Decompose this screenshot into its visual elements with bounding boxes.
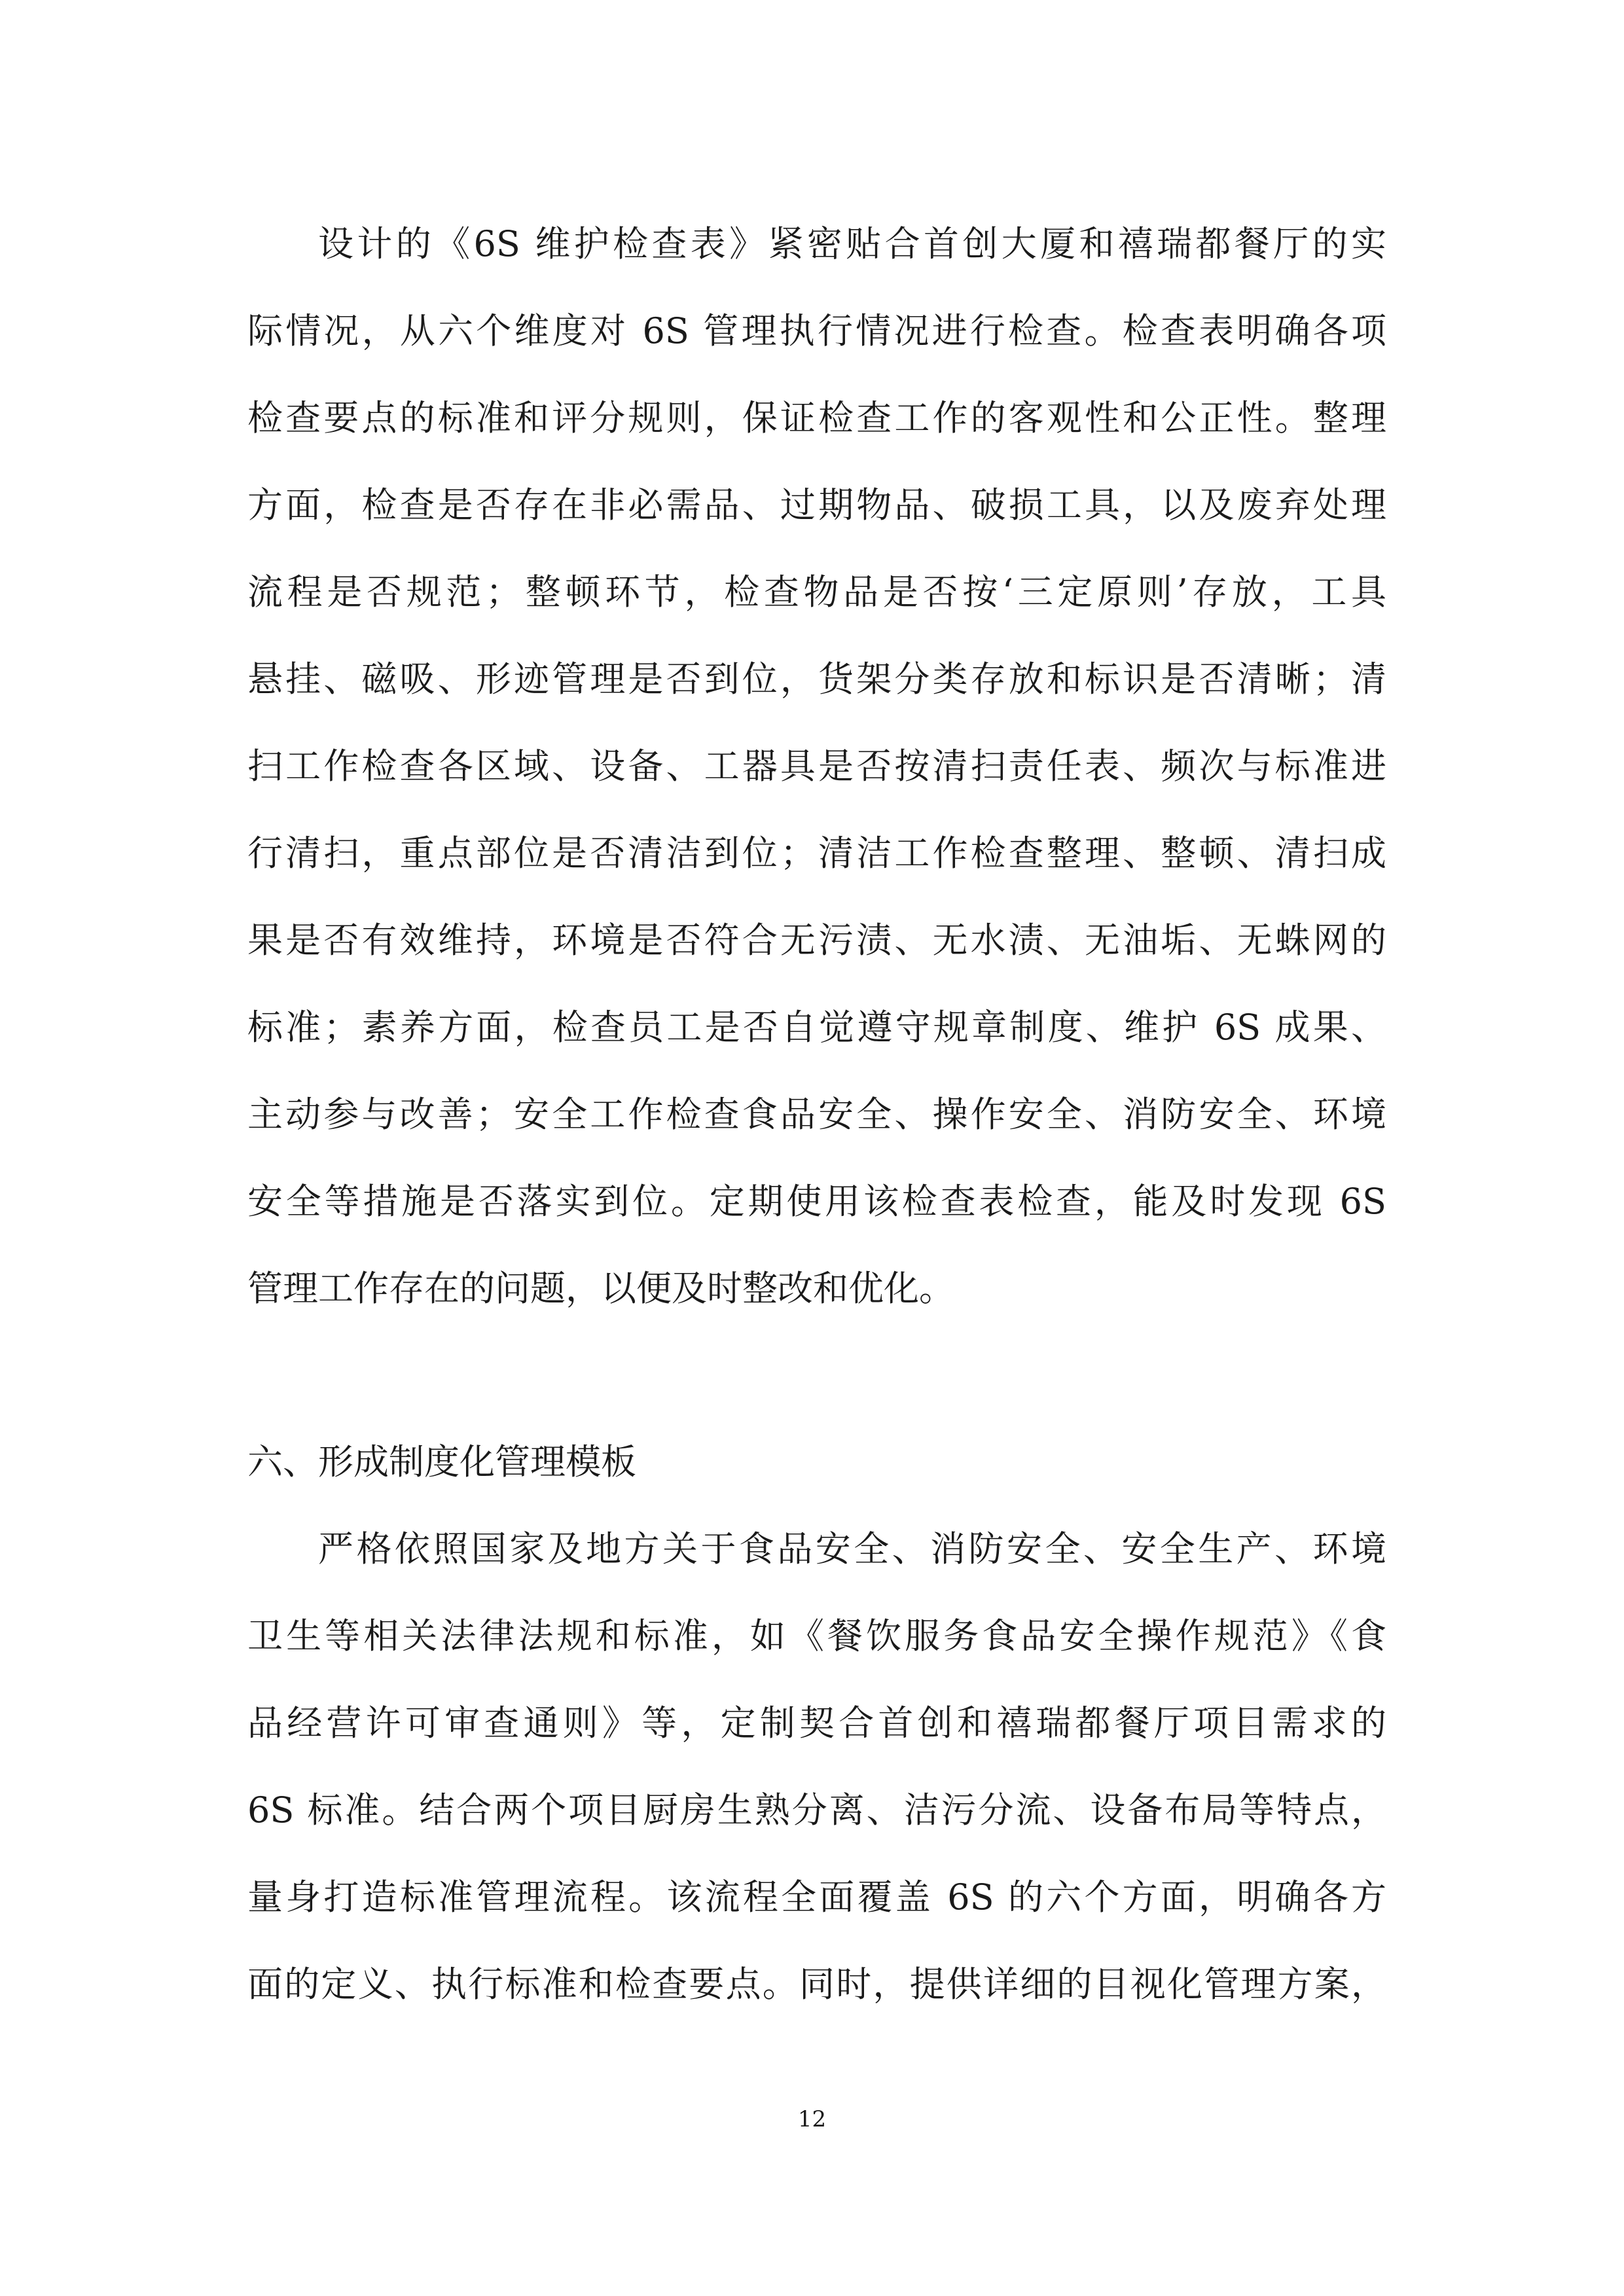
paragraph-1-line-9: 果是否有效维持，环境是否符合无污渍、无水渍、无油垢、无蛛网的 <box>247 920 1386 961</box>
paragraph-1-line-13: 管理工作存在的问题，以便及时整改和优化。 <box>247 1268 954 1309</box>
paragraph-2-line-1: 严格依照国家及地方关于食品安全、消防安全、安全生产、环境 <box>318 1528 1386 1570</box>
paragraph-1-line-8: 行清扫，重点部位是否清洁到位；清洁工作检查整理、整顿、清扫成 <box>247 833 1386 874</box>
section-heading: 六、形成制度化管理模板 <box>247 1441 636 1482</box>
paragraph-1-line-1: 设计的《6S 维护检查表》紧密贴合首创大厦和禧瑞都餐厅的实 <box>318 223 1386 264</box>
paragraph-2-line-2: 卫生等相关法律法规和标准，如《餐饮服务食品安全操作规范》《食 <box>247 1615 1386 1657</box>
paragraph-1-line-4: 方面，检查是否存在非必需品、过期物品、破损工具，以及废弃处理 <box>247 484 1386 526</box>
paragraph-1-line-3: 检查要点的标准和评分规则，保证检查工作的客观性和公正性。整理 <box>247 397 1386 439</box>
paragraph-2-line-3: 品经营许可审查通则》等，定制契合首创和禧瑞都餐厅项目需求的 <box>247 1702 1386 1744</box>
paragraph-1-line-2: 际情况，从六个维度对 6S 管理执行情况进行检查。检查表明确各项 <box>247 310 1386 351</box>
paragraph-1-line-12: 安全等措施是否落实到位。定期使用该检查表检查，能及时发现 6S <box>247 1181 1386 1222</box>
paragraph-1-line-10: 标准；素养方面，检查员工是否自觉遵守规章制度、维护 6S 成果、 <box>247 1007 1386 1048</box>
paragraph-2-line-5: 量身打造标准管理流程。该流程全面覆盖 6S 的六个方面，明确各方 <box>247 1876 1386 1918</box>
paragraph-1-line-11: 主动参与改善；安全工作检查食品安全、操作安全、消防安全、环境 <box>247 1094 1386 1135</box>
paragraph-2-line-4: 6S 标准。结合两个项目厨房生熟分离、洁污分流、设备布局等特点， <box>247 1789 1386 1831</box>
paragraph-1-line-7: 扫工作检查各区域、设备、工器具是否按清扫责任表、频次与标准进 <box>247 745 1386 787</box>
paragraph-1-line-5: 流程是否规范；整顿环节，检查物品是否按‘三定原则’存放，工具 <box>247 571 1386 613</box>
page-number: 12 <box>797 2106 827 2132</box>
paragraph-2-line-6: 面的定义、执行标准和检查要点。同时，提供详细的目视化管理方案， <box>247 1964 1386 2005</box>
paragraph-1-line-6: 悬挂、磁吸、形迹管理是否到位，货架分类存放和标识是否清晰；清 <box>247 658 1386 700</box>
